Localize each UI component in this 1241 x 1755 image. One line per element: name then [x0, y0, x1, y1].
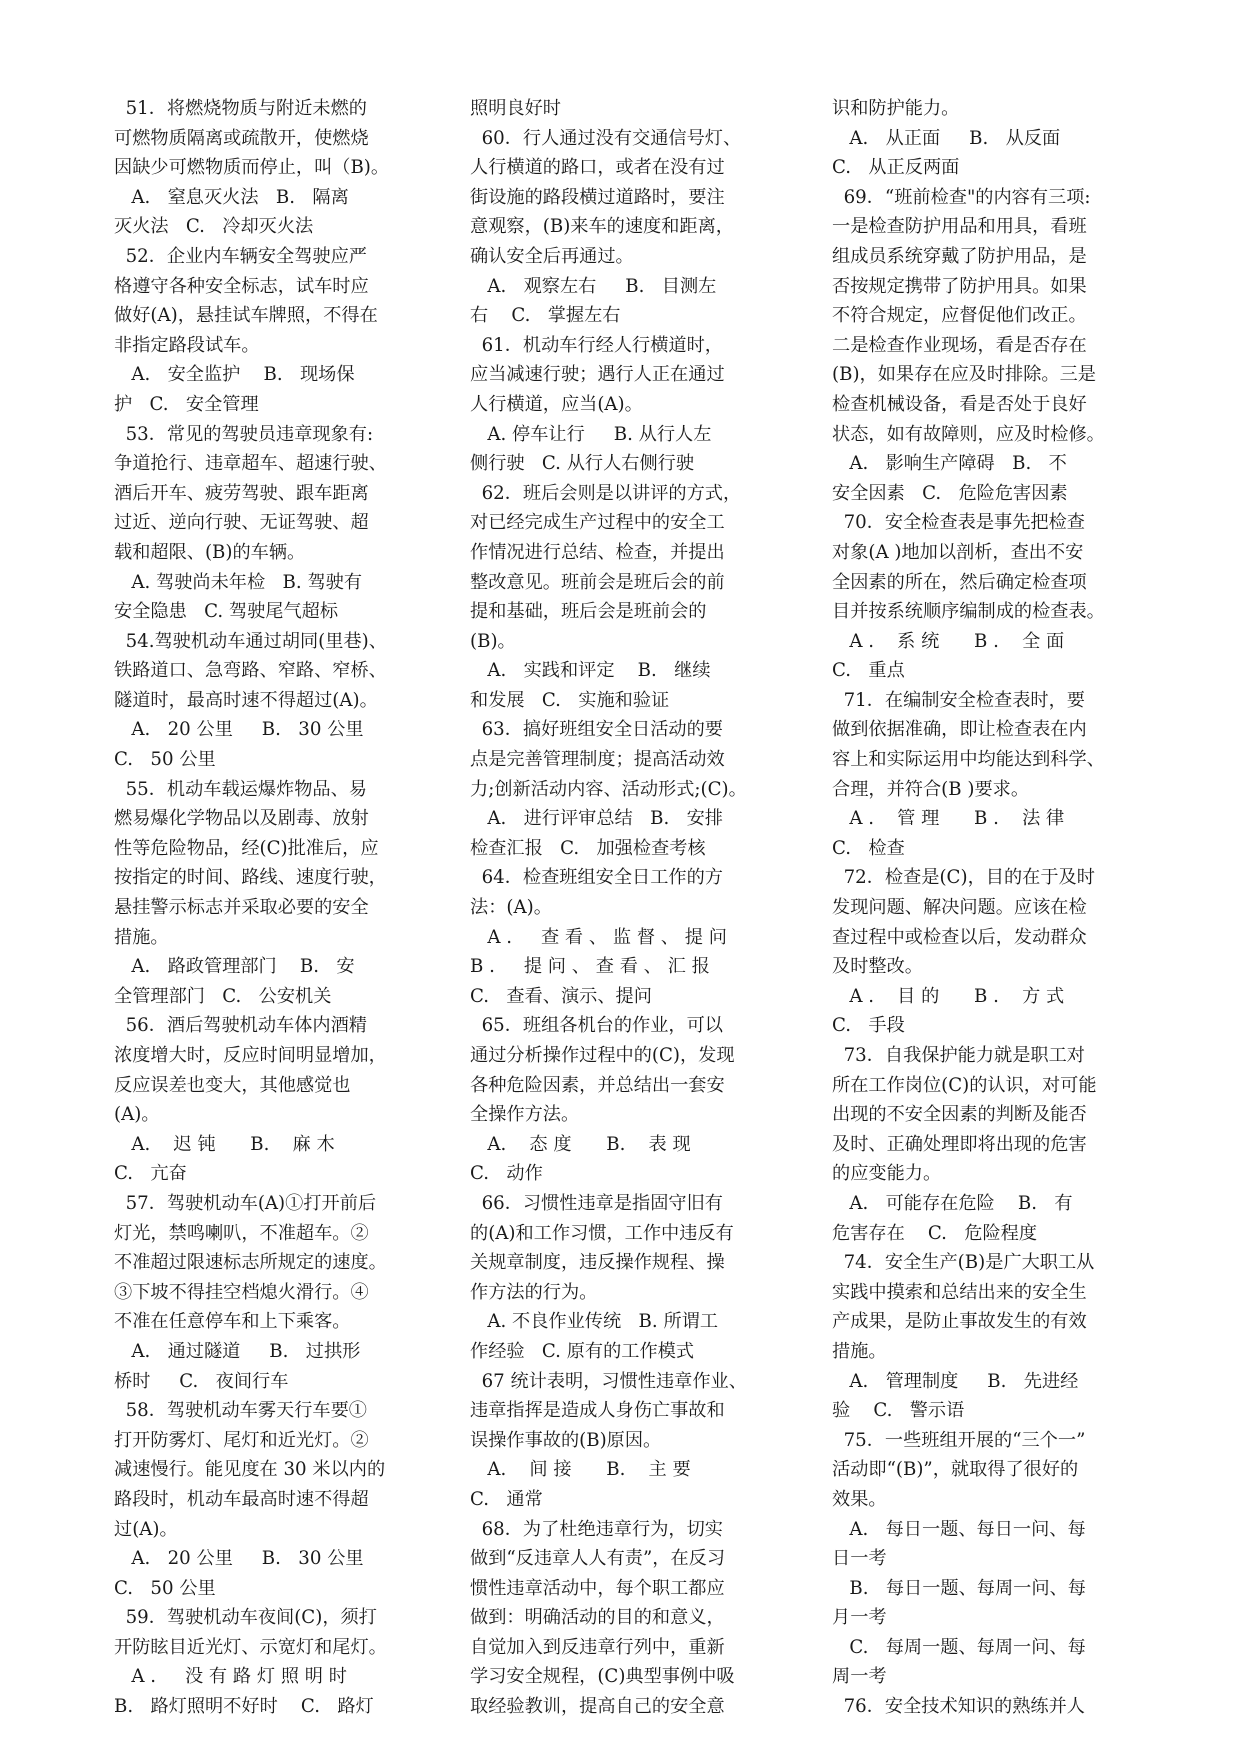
text-line: 应当减速行驶；遇行人正在通过	[470, 364, 725, 386]
text-line: 过近、逆向行驶、无证驾驶、超	[114, 512, 369, 534]
text-line: C. 从正反两面	[832, 157, 960, 179]
text-line: 检查机械设备，看是否处于良好	[832, 393, 1087, 415]
text-line: 点是完善管理制度；提高活动效	[470, 749, 725, 771]
text-line: 做到：明确活动的目的和意义，	[470, 1607, 725, 1629]
text-line: 不符合规定，应督促他们改正。	[832, 305, 1087, 327]
text-line: 活动即“(B)”，就取得了很好的	[832, 1459, 1079, 1481]
text-line: 做到“反违章人人有责”，在反习	[470, 1548, 726, 1570]
text-line: A. 通过隧道 B. 过拱形	[114, 1340, 361, 1362]
text-line: 59．驾驶机动车夜间(C)，须打	[114, 1607, 377, 1629]
text-line: 安全因素 C. 危险危害因素	[832, 482, 1068, 504]
text-line: 61．机动车行经人行横道时，	[470, 334, 723, 356]
text-line: 周一考	[832, 1666, 887, 1688]
text-line: 误操作事故的(B)原因。	[470, 1429, 662, 1451]
text-line: 侧行驶 C. 从行人右侧行驶	[470, 453, 695, 475]
text-line: A. 管理制度 B. 先进经	[832, 1370, 1079, 1392]
text-line: 对象(A )地加以剖析，查出不安	[832, 541, 1084, 563]
text-line: 性等危险物品，经(C)批准后，应	[114, 837, 379, 859]
text-line: A . 没 有 路 灯 照 明 时	[114, 1666, 347, 1688]
text-line: A. 从正面 B. 从反面	[832, 127, 1061, 149]
text-line: 53．常见的驾驶员违章现象有:	[114, 423, 374, 445]
text-line: 不准超过限速标志所规定的速度。	[114, 1252, 387, 1274]
text-line: 72．检查是(C)，目的在于及时	[832, 867, 1095, 889]
text-line: 51．将燃烧物质与附近未燃的	[114, 98, 367, 119]
text-line: B. 路灯照明不好时 C. 路灯	[114, 1696, 374, 1718]
text-line: 措施。	[832, 1340, 887, 1362]
text-line: 确认安全后再通过。	[470, 245, 634, 267]
text-line: 学习安全规程，(C)典型事例中吸	[470, 1666, 735, 1688]
text-line: 实践中摸索和总结出来的安全生	[832, 1281, 1087, 1303]
text-line: A. 不良作业传统 B. 所谓工	[470, 1311, 719, 1333]
text-line: 提和基础，班后会是班前会的	[470, 601, 707, 623]
text-line: 铁路道口、急弯路、窄路、窄桥、	[114, 660, 387, 682]
text-line: 所在工作岗位(C)的认识，对可能	[832, 1074, 1097, 1096]
text-line: 力;创新活动内容、活动形式;(C)。	[470, 778, 747, 800]
text-line: 反应误差也变大，其他感觉也	[114, 1074, 351, 1096]
text-line: 65．班组各机台的作业，可以	[470, 1015, 723, 1037]
text-line: C. 亢奋	[114, 1163, 187, 1185]
text-line: 的(A)和工作习惯，工作中违反有	[470, 1222, 734, 1244]
text-line: 减速慢行。能见度在 30 米以内的	[114, 1459, 386, 1481]
text-line: A . 查 看 、 监 督 、 提 问	[470, 926, 727, 948]
text-line: 57．驾驶机动车(A)①打开前后	[114, 1192, 377, 1214]
text-line: 日一考	[832, 1548, 887, 1570]
text-line: 桥时 C. 夜间行车	[114, 1370, 289, 1392]
text-line: A. 窒息灭火法 B. 隔离	[114, 186, 349, 208]
text-line: 按指定的时间、路线、速度行驶，	[114, 867, 387, 889]
text-line: 浓度增大时，反应时间明显增加，	[114, 1045, 387, 1066]
text-line: 开防眩目近光灯、示宽灯和尾灯。	[114, 1636, 387, 1658]
text-line: 安全隐患 C. 驾驶尾气超标	[114, 601, 339, 623]
text-line: 照明良好时	[470, 98, 561, 119]
text-line: 二是检查作业现场，看是否存在	[832, 334, 1087, 356]
text-line: (B)。	[470, 630, 516, 652]
text-line: 做到依据准确，即让检查表在内	[832, 719, 1087, 741]
text-line: 66．习惯性违章是指固守旧有	[470, 1192, 723, 1214]
text-line: 和发展 C. 实施和验证	[470, 689, 670, 711]
text-line: (B)，如果存在应及时排除。三是	[832, 364, 1096, 386]
text-line: 56．酒后驾驶机动车体内酒精	[114, 1015, 367, 1037]
text-line: 对已经完成生产过程中的安全工	[470, 512, 725, 534]
text-line: 检查汇报 C. 加强检查考核	[470, 837, 706, 859]
text-line: A. 20 公里 B. 30 公里	[114, 1548, 364, 1570]
text-line: B . 提 问 、 查 看 、 汇 报	[470, 956, 710, 978]
text-line: 街设施的路段横过道路时，要注	[470, 186, 725, 208]
text-line: 路段时，机动车最高时速不得超	[114, 1488, 369, 1510]
text-line: A. 实践和评定 B. 继续	[470, 660, 711, 682]
text-line: 过(A)。	[114, 1518, 178, 1540]
text-column-2	[470, 94, 788, 1722]
text-line: 76．安全技术知识的熟练并人	[832, 1696, 1085, 1718]
text-line: 的应变能力。	[832, 1163, 942, 1185]
text-line: C. 50 公里	[114, 749, 216, 771]
text-line: 意观察，(B)来车的速度和距离，	[470, 216, 734, 238]
text-line: C. 每周一题、每周一问、每	[832, 1636, 1086, 1658]
text-line: 整改意见。班前会是班后会的前	[470, 571, 725, 593]
text-line: 组成员系统穿戴了防护用品，是	[832, 245, 1087, 267]
text-line: ③下坡不得挂空档熄火滑行。④	[114, 1281, 369, 1303]
text-line: 非指定路段试车。	[114, 334, 260, 356]
text-line: 状态，如有故障则，应及时检修。	[832, 423, 1105, 445]
text-line: 62．班后会则是以讲评的方式，	[470, 482, 742, 504]
text-line: 措施。	[114, 926, 169, 948]
text-line: 目并按系统顺序编制成的检查表。	[832, 601, 1105, 623]
text-line: (A)。	[114, 1104, 160, 1126]
text-line: A . 目 的 B . 方 式	[832, 985, 1065, 1007]
text-line: 作情况进行总结、检查，并提出	[470, 541, 725, 563]
text-line: 人行横道的路口，或者在没有过	[470, 157, 725, 179]
text-line: 右 C. 掌握左右	[470, 305, 621, 327]
text-line: B. 每日一题、每周一问、每	[832, 1577, 1086, 1599]
text-line: 月一考	[832, 1607, 887, 1629]
text-line: 68．为了杜绝违章行为，切实	[470, 1518, 723, 1540]
text-line: 73．自我保护能力就是职工对	[832, 1045, 1085, 1066]
text-line: 58．驾驶机动车雾天行车要①	[114, 1400, 367, 1422]
text-line: 因缺少可燃物质而停止，叫（B)。	[114, 157, 390, 179]
text-line: 灭火法 C. 冷却灭火法	[114, 216, 314, 238]
text-line: 自觉加入到反违章行列中，重新	[470, 1636, 725, 1658]
text-line: 不准在任意停车和上下乘客。	[114, 1311, 351, 1333]
text-line: A. 进行评审总结 B. 安排	[470, 808, 723, 830]
text-line: 验 C. 警示语	[832, 1400, 965, 1422]
text-line: 可燃物质隔离或疏散开，使燃烧	[114, 127, 369, 149]
text-line: 取经验教训，提高自己的安全意	[470, 1696, 725, 1718]
text-line: 64．检查班组安全日工作的方	[470, 867, 723, 889]
text-line: C. 查看、演示、提问	[470, 985, 652, 1007]
text-line: C. 动作	[470, 1163, 543, 1185]
text-line: A . 管 理 B . 法 律	[832, 808, 1065, 830]
text-line: 及时、正确处理即将出现的危害	[832, 1133, 1087, 1155]
text-line: 做好(A)，悬挂试车牌照，不得在	[114, 305, 378, 327]
text-line: C. 重点	[832, 660, 905, 682]
text-line: 隧道时，最高时速不得超过(A)。	[114, 689, 378, 711]
text-line: C. 50 公里	[114, 1577, 216, 1599]
text-line: 作经验 C. 原有的工作模式	[470, 1340, 695, 1362]
text-line: 52．企业内车辆安全驾驶应严	[114, 245, 367, 267]
text-line: 查过程中或检查以后，发动群众	[832, 926, 1087, 948]
text-line: 一是检查防护用品和用具，看班	[832, 216, 1087, 238]
text-line: 及时整改。	[832, 956, 923, 978]
text-line: A. 间 接 B. 主 要	[470, 1459, 691, 1481]
text-line: A. 驾驶尚未年检 B. 驾驶有	[114, 571, 363, 593]
text-line: 悬挂警示标志并采取必要的安全	[114, 897, 369, 919]
text-line: 人行横道，应当(A)。	[470, 393, 643, 415]
text-line: 打开防雾灯、尾灯和近光灯。②	[114, 1429, 369, 1451]
text-line: 识和防护能力。	[832, 98, 960, 119]
text-line: A. 每日一题、每日一问、每	[832, 1518, 1086, 1540]
text-line: A. 20 公里 B. 30 公里	[114, 719, 364, 741]
text-line: 75．一些班组开展的“三个一”	[832, 1429, 1086, 1451]
text-line: 酒后开车、疲劳驾驶、跟车距离	[114, 482, 369, 504]
text-line: 63．搞好班组安全日活动的要	[470, 719, 723, 741]
text-line: 各种危险因素，并总结出一套安	[470, 1074, 725, 1096]
text-line: A. 安全监护 B. 现场保	[114, 364, 355, 386]
text-line: 全管理部门 C. 公安机关	[114, 985, 332, 1007]
text-line: 格遵守各种安全标志，试车时应	[114, 275, 369, 297]
text-line: C. 检查	[832, 837, 905, 859]
text-line: A. 路政管理部门 B. 安	[114, 956, 355, 978]
text-line: 争道抢行、违章超车、超速行驶、	[114, 453, 387, 475]
text-line: 全操作方法。	[470, 1104, 580, 1126]
text-line: 60．行人通过没有交通信号灯、	[470, 127, 742, 149]
text-line: 合理，并符合(B )要求。	[832, 778, 1030, 800]
text-line: 护 C. 安全管理	[114, 393, 259, 415]
text-line: 54.驾驶机动车通过胡同(里巷)、	[114, 630, 387, 652]
text-line: 燃易爆化学物品以及剧毒、放射	[114, 808, 369, 830]
text-line: A. 影响生产障碍 B. 不	[832, 453, 1067, 475]
text-line: A . 系 统 B . 全 面	[832, 630, 1065, 652]
text-line: 法：(A)。	[470, 897, 552, 919]
text-line: 容上和实际运用中均能达到科学、	[832, 749, 1105, 771]
text-line: 作方法的行为。	[470, 1281, 598, 1303]
text-line: 关规章制度，违反操作规程、操	[470, 1252, 725, 1274]
text-line: 载和超限、(B)的车辆。	[114, 541, 306, 563]
text-line: 发现问题、解决问题。应该在检	[832, 897, 1087, 919]
text-line: A. 迟 钝 B. 麻 木	[114, 1133, 335, 1155]
text-line: A. 停车让行 B. 从行人左	[470, 423, 712, 445]
text-line: 通过分析操作过程中的(C)，发现	[470, 1045, 735, 1066]
text-line: A. 可能存在危险 B. 有	[832, 1192, 1073, 1214]
text-line: 产成果，是防止事故发生的有效	[832, 1311, 1087, 1333]
text-line: 否按规定携带了防护用具。如果	[832, 275, 1087, 297]
text-line: A. 态 度 B. 表 现	[470, 1133, 691, 1155]
text-line: 全因素的所在，然后确定检查项	[832, 571, 1087, 593]
text-line: 67 统计表明，习惯性违章作业、	[470, 1370, 747, 1392]
text-line: 69．“班前检查"的内容有三项:	[832, 186, 1091, 208]
text-line: 74．安全生产(B)是广大职工从	[832, 1252, 1095, 1274]
text-line: 70．安全检查表是事先把检查	[832, 512, 1085, 534]
text-line: 违章指挥是造成人身伤亡事故和	[470, 1400, 725, 1422]
text-line: 惯性违章活动中，每个职工都应	[470, 1577, 725, 1599]
text-line: 71．在编制安全检查表时，要	[832, 689, 1085, 711]
text-line: 危害存在 C. 危险程度	[832, 1222, 1038, 1244]
text-line: 灯光，禁鸣喇叭，不准超车。②	[114, 1222, 369, 1244]
text-line: 出现的不安全因素的判断及能否	[832, 1104, 1087, 1126]
text-line: C. 手段	[832, 1015, 905, 1037]
text-column-3	[832, 94, 1150, 1722]
text-column-1	[114, 94, 432, 1722]
text-line: C. 通常	[470, 1488, 543, 1510]
text-line: 效果。	[832, 1488, 887, 1510]
text-line: A. 观察左右 B. 目测左	[470, 275, 717, 297]
text-line: 55．机动车载运爆炸物品、易	[114, 778, 367, 800]
